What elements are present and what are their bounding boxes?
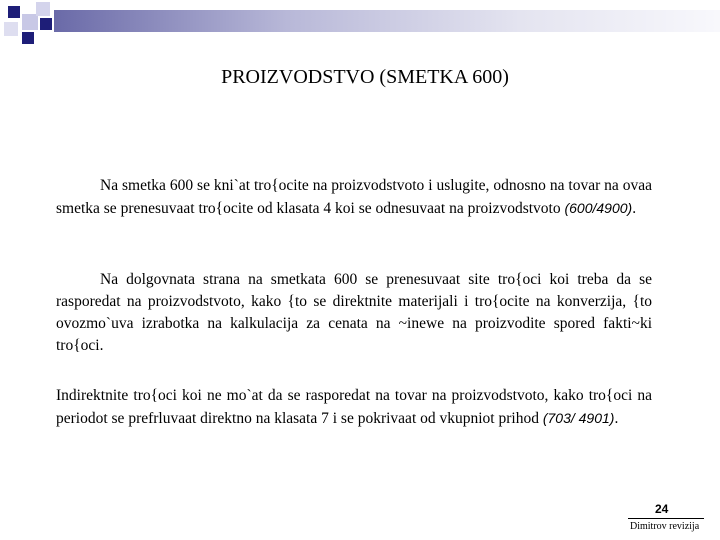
header-gradient-band <box>54 10 720 32</box>
paragraph-1 <box>56 175 652 220</box>
decor-square <box>4 22 18 36</box>
paragraph-3-end: . <box>614 410 619 427</box>
decor-square <box>40 18 52 30</box>
footer-divider <box>628 518 704 519</box>
decor-square <box>22 32 34 44</box>
decor-square <box>22 14 38 30</box>
paragraph-1-account-ref: (600/4900) <box>564 200 633 216</box>
paragraph-3-account-ref: (703/ 4901) <box>542 410 615 426</box>
paragraph-1-end: . <box>632 200 637 217</box>
page-number: 24 <box>655 502 669 516</box>
paragraph-3 <box>56 385 652 430</box>
footer-text: Dimitrov revizija <box>630 521 700 532</box>
paragraph-2 <box>56 269 652 357</box>
paragraph-1-text: Na smetka 600 se kni`at tro{ocite na proizvodstvoto i uslugite, odnosno na tovar na ovaa smetka se prenesuvaat tro{ocite od klasata 4 koi se odnesuvaat na proizvodstvoto <box>56 177 652 217</box>
decor-square <box>8 6 20 18</box>
paragraph-3-text: Indirektnite tro{oci koi ne mo`at da se rasporedat na tovar na proizvodstvoto, kako tro{oci na periodot se prefrluvaat direktno na klasata 7 i se pokrivaat od vkupniot prihod <box>56 387 652 427</box>
decor-square <box>36 2 50 16</box>
paragraph-2-text: Na dolgovnata strana na smetkata 600 se prenesuvaat site tro{oci koi treba da se rasporedat na proizvodstvoto, kako {to se direktnite materijali i tro{ocite na konverzija, {to ovozmo`uva izrabotka na kalkulacija za cenata na ~inewe na proizvodite spored fakti~ki tro{oci. <box>56 271 652 354</box>
slide-title: PROIZVODSTVO (SMETKA 600) <box>221 66 509 88</box>
